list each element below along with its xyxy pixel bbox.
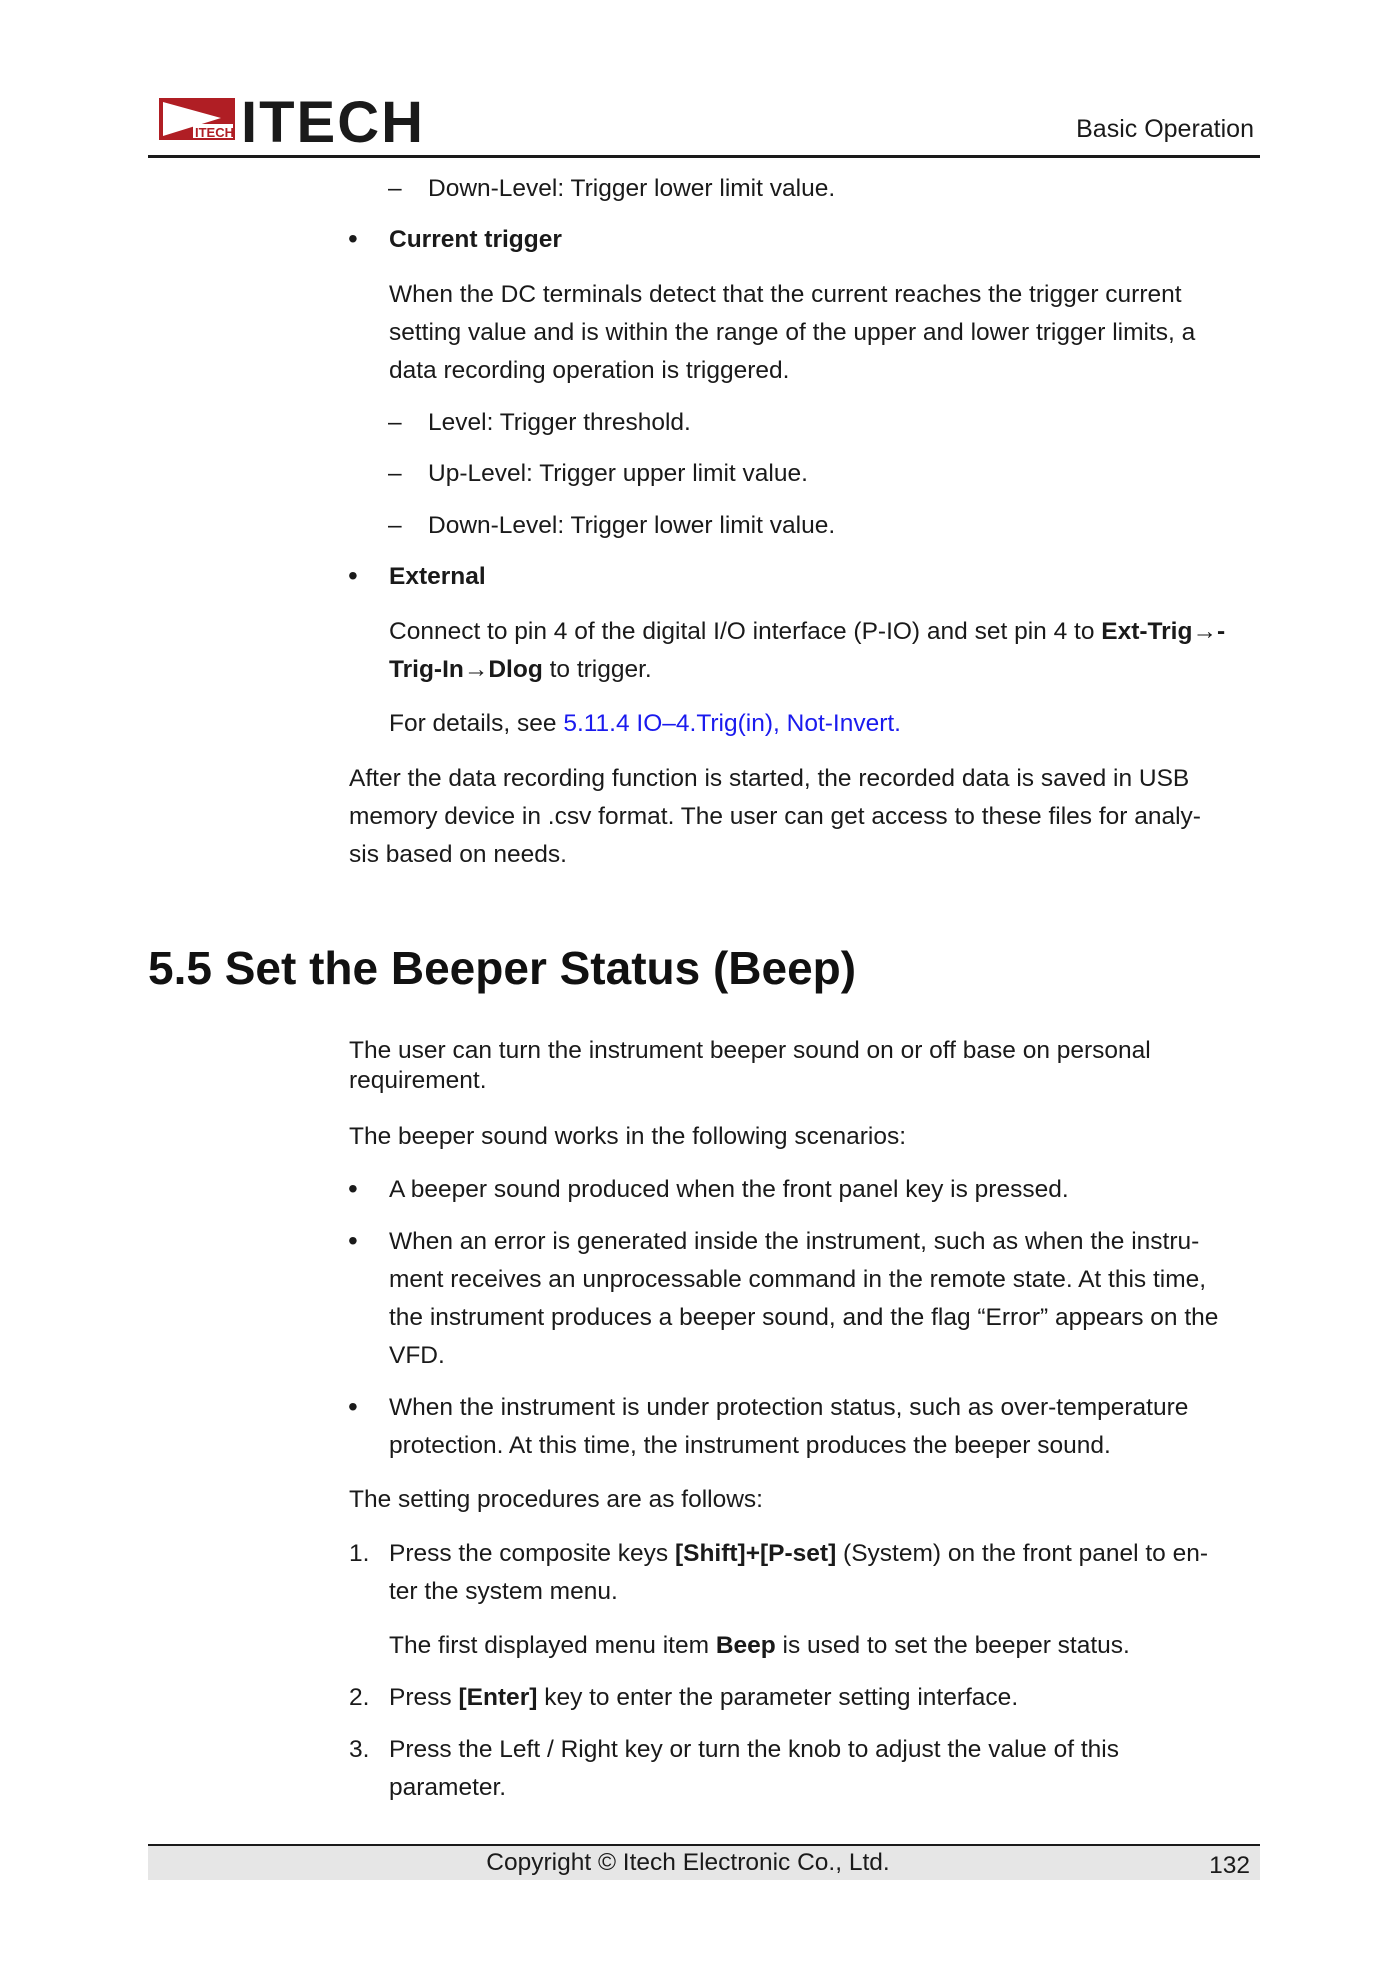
step-line: parameter. <box>389 1774 507 1801</box>
step-number: 2. <box>349 1684 370 1711</box>
list-item: Up-Level: Trigger upper limit value. <box>428 460 808 487</box>
text-run: Connect to pin 4 of the digital I/O interface (P-IO) and set pin 4 to <box>389 618 1102 645</box>
text-run: Press <box>389 1684 459 1711</box>
list-item: VFD. <box>389 1342 445 1369</box>
footer-copyright: Copyright © Itech Electronic Co., Ltd. <box>486 1849 890 1876</box>
list-item: Down-Level: Trigger lower limit value. <box>428 512 836 539</box>
step-line: ter the system menu. <box>389 1578 618 1605</box>
list-item: protection. At this time, the instrument produces the beeper sound. <box>389 1432 1111 1459</box>
text-run: For details, see <box>389 710 564 737</box>
bold-text: Beep <box>715 1632 776 1659</box>
paragraph-line: data recording operation is triggered. <box>389 357 790 384</box>
logo-text: ITECH <box>241 94 425 148</box>
step-number: 3. <box>349 1736 370 1763</box>
bold-text: Ext-Trig→- <box>1101 618 1226 645</box>
text-run: The first displayed menu item <box>389 1632 716 1659</box>
bullet-marker: • <box>348 223 358 254</box>
logo-badge-text: ITECH <box>195 125 234 140</box>
step-line: Press the Left / Right key or turn the knob to adjust the value of this <box>389 1736 1119 1763</box>
bold-text: [Shift]+[P-set] <box>674 1540 837 1567</box>
bold-text: Trig-In→Dlog <box>389 656 543 683</box>
step-note <box>389 1627 1130 1665</box>
list-item: Down-Level: Trigger lower limit value. <box>428 175 836 202</box>
text-run: is used to set the beeper status. <box>775 1632 1130 1659</box>
list-item: When an error is generated inside the instrument, such as when the instru- <box>389 1228 1200 1255</box>
list-item: Level: Trigger threshold. <box>428 409 691 436</box>
header-divider <box>148 155 1260 158</box>
dash-marker: – <box>388 409 402 436</box>
text-run: to trigger. <box>542 656 652 683</box>
paragraph-line: The setting procedures are as follows: <box>349 1486 763 1513</box>
paragraph-line <box>389 705 901 743</box>
paragraph-line: sis based on needs. <box>349 841 567 868</box>
dash-marker: – <box>388 512 402 539</box>
dash-marker: – <box>388 175 402 202</box>
bold-text: [Enter] <box>458 1684 538 1711</box>
text-run: key to enter the parameter setting interface. <box>537 1684 1019 1711</box>
list-item: ment receives an unprocessable command in the remote state. At this time, <box>389 1266 1207 1293</box>
bullet-marker: • <box>348 560 358 591</box>
paragraph-line: memory device in .csv format. The user can get access to these files for analy- <box>349 803 1201 830</box>
paragraph-line: requirement. <box>349 1067 487 1094</box>
current-trigger-title: Current trigger <box>389 226 562 253</box>
paragraph-line: The beeper sound works in the following scenarios: <box>349 1123 907 1150</box>
cross-reference-link[interactable]: 5.11.4 IO–4.Trig(in), Not-Invert. <box>563 710 901 737</box>
bullet-marker: • <box>348 1173 358 1204</box>
paragraph-line <box>389 613 1225 651</box>
paragraph-line: After the data recording function is started, the recorded data is saved in USB <box>349 765 1190 792</box>
text-run: (System) on the front panel to en- <box>836 1540 1209 1567</box>
paragraph-line: When the DC terminals detect that the current reaches the trigger current <box>389 281 1182 308</box>
dash-marker: – <box>388 460 402 487</box>
list-item: A beeper sound produced when the front panel key is pressed. <box>389 1176 1069 1203</box>
bullet-marker: • <box>348 1225 358 1256</box>
section-heading: 5.5 Set the Beeper Status (Beep) <box>148 942 857 994</box>
list-item: When the instrument is under protection status, such as over-temperature <box>389 1394 1189 1421</box>
itech-logo-icon <box>157 94 437 148</box>
external-title: External <box>389 563 486 590</box>
bullet-marker: • <box>348 1391 358 1422</box>
step-line <box>389 1535 1208 1573</box>
paragraph-line: The user can turn the instrument beeper sound on or off base on personal <box>349 1037 1151 1064</box>
step-number: 1. <box>349 1540 370 1567</box>
step-line <box>389 1679 1018 1717</box>
paragraph-line <box>389 651 652 689</box>
header-section-title: Basic Operation <box>1076 115 1254 143</box>
page-number: 132 <box>1209 1852 1250 1879</box>
company-logo <box>157 94 437 148</box>
paragraph-line: setting value and is within the range of the upper and lower trigger limits, a <box>389 319 1196 346</box>
text-run: Press the composite keys <box>389 1540 675 1567</box>
list-item: the instrument produces a beeper sound, and the flag “Error” appears on the <box>389 1304 1219 1331</box>
